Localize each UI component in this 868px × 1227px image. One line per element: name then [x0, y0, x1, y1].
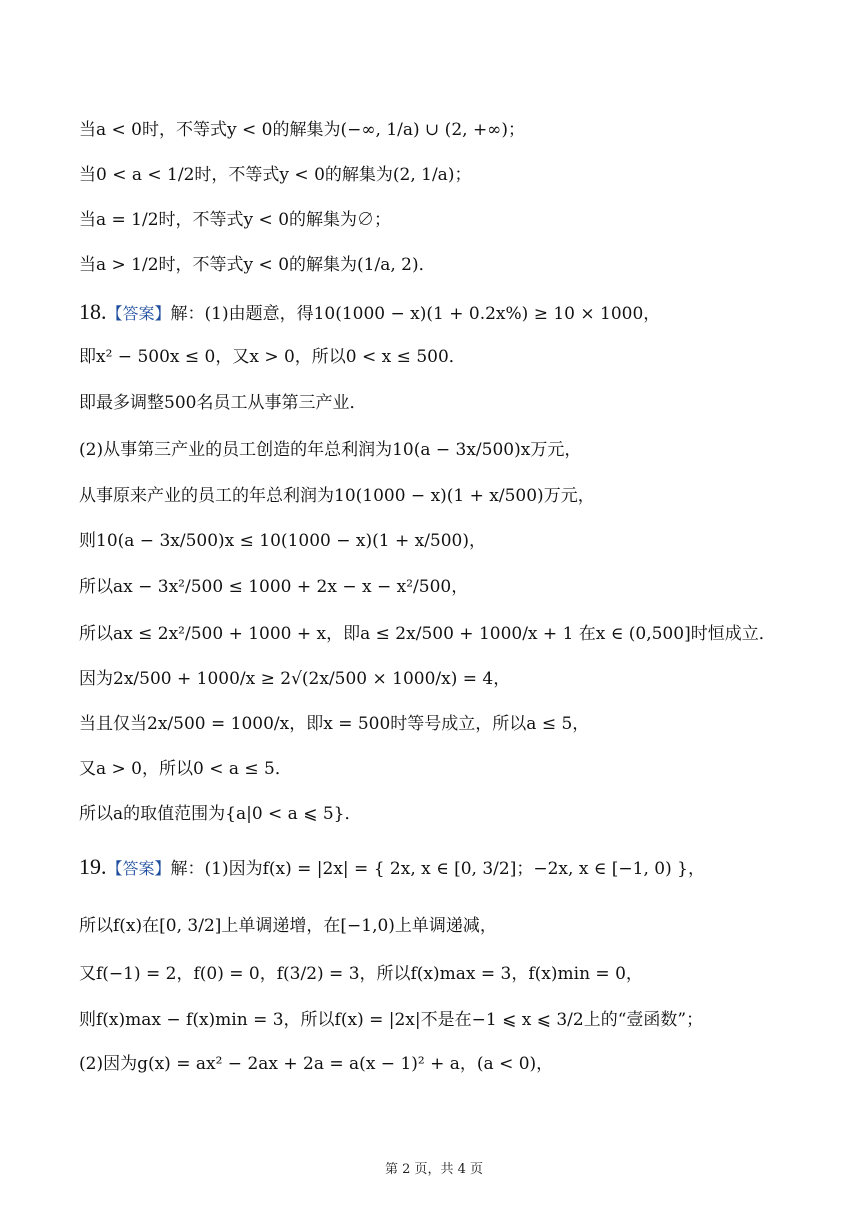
line-15: 又a > 0，所以0 < a ≤ 5．	[79, 759, 292, 779]
line-14: 当且仅当2x/500 = 1000/x，即x = 500时等号成立，所以a ≤ 5，	[79, 714, 590, 734]
line-10: 则10(a − 3x/500)x ≤ 10(1000 − x)(1 + x/500)，	[79, 531, 486, 551]
line-7: 即最多调整500名员工从事第三产业．	[79, 393, 367, 413]
line-8: (2)从事第三产业的员工创造的年总利润为10(a − 3x/500)x万元，	[79, 440, 582, 460]
line-13: 因为2x/500 + 1000/x ≥ 2√(2x/500 × 1000/x) = 4，	[79, 669, 511, 689]
line-12: 所以ax ≤ 2x²/500 + 1000 + x，即a ≤ 2x/500 + 1000/x + 1 在x ∈ (0,500]时恒成立．	[79, 624, 776, 644]
line-2: 当0 < a < 1/2时，不等式y < 0的解集为(2, 1/a)；	[79, 165, 472, 185]
answer-tag: 【答案】	[106, 304, 171, 323]
line-16: 所以a的取值范围为{a|0 < a ⩽ 5}．	[79, 804, 362, 824]
line-6: 即x² − 500x ≤ 0，又x > 0，所以0 < x ≤ 500．	[79, 347, 466, 367]
line-1: 当a < 0时，不等式y < 0的解集为(−∞, 1/a) ∪ (2, +∞)；	[79, 120, 525, 140]
line-5: 解：(1)由题意，得10(1000 − x)(1 + 0.2x%) ≥ 10 × 1000，	[170, 304, 661, 324]
question-number: 18.	[79, 299, 107, 324]
line-17: 解：(1)因为f(x) = |2x| = { 2x, x ∈ [0, 3/2]；−2x, x ∈ [−1, 0) }，	[170, 859, 705, 879]
question-18-header	[79, 300, 660, 326]
line-4: 当a > 1/2时，不等式y < 0的解集为(1/a, 2)．	[79, 255, 436, 275]
line-20: 则f(x)max − f(x)min = 3，所以f(x) = |2x|不是在−1 ⩽ x ⩽ 3/2上的“壹函数”；	[79, 1010, 704, 1030]
line-9: 从事原来产业的员工的年总利润为10(1000 − x)(1 + x/500)万元，	[79, 486, 595, 506]
line-3: 当a = 1/2时，不等式y < 0的解集为∅；	[79, 210, 392, 230]
page-footer: 第 2 页，共 4 页	[384, 1162, 484, 1177]
question-number: 19.	[79, 854, 107, 879]
line-19: 又f(−1) = 2，f(0) = 0，f(3/2) = 3，所以f(x)max = 3，f(x)min = 0，	[79, 964, 643, 984]
line-18: 所以f(x)在[0, 3/2]上单调递增，在[−1,0)上单调递减，	[79, 916, 497, 936]
line-11: 所以ax − 3x²/500 ≤ 1000 + 2x − x − x²/500，	[79, 577, 469, 597]
line-21: (2)因为g(x) = ax² − 2ax + 2a = a(x − 1)² + a，(a < 0)，	[79, 1054, 554, 1074]
question-19-header	[79, 855, 705, 881]
answer-tag: 【答案】	[106, 859, 171, 878]
